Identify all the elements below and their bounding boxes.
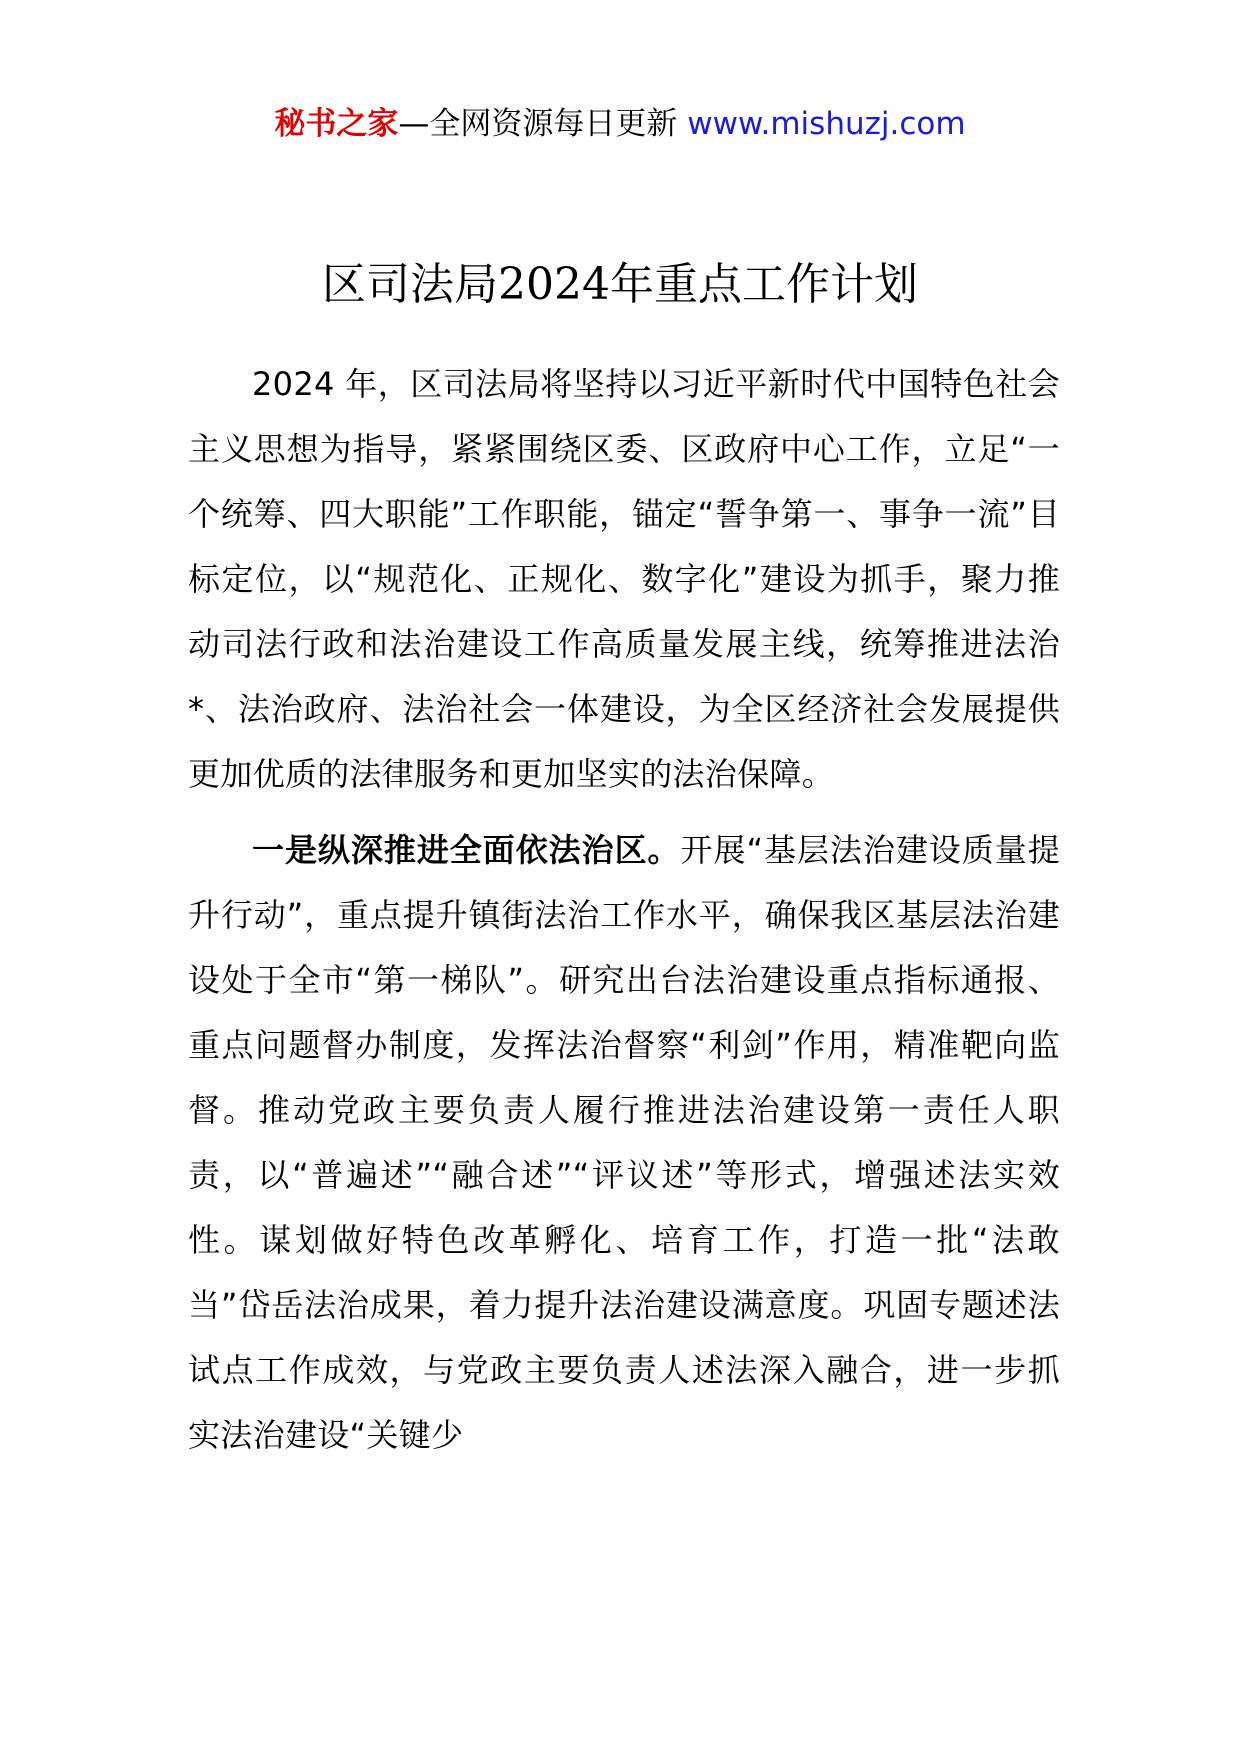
paragraph-lead: 一是纵深推进全面依法治区。 [252,831,681,869]
paragraph-text: 2024 年，区司法局将坚持以习近平新时代中国特色社会主义思想为指导，紧紧围绕区委、区政府中心工作，立足“一个统筹、四大职能”工作职能，锚定“誓争第一、事争一流”目标定位，以“规范化、正规化、数字化”建设为抓手，聚力推动司法行政和法治建设工作高质量发展主线，统筹推进法治*、法治政府、法治社会一体建设，为全区经济社会发展提供更加优质的法律服务和更加坚实的法治保障。 [188,365,1060,793]
banner-tagline: —全网资源每日更新 [398,106,688,142]
document-title [0,255,1240,315]
title-year: 2024 [498,259,610,310]
paragraph-intro [188,352,1060,807]
site-url-link[interactable]: www.mishuzj.com [687,106,966,142]
paragraph-item-1 [188,818,1060,1468]
title-suffix: 年重点工作计划 [609,259,918,310]
title-prefix: 区司法局 [322,259,498,310]
site-banner [0,98,1240,150]
document-body [188,352,1060,1468]
paragraph-text: 开展“基层法治建设质量提升行动”，重点提升镇街法治工作水平，确保我区基层法治建设处于全市“第一梯队”。研究出台法治建设重点指标通报、重点问题督办制度，发挥法治督察“利剑”作用，精准靶向监督。推动党政主要负责人履行推进法治建设第一责任人职责，以“普遍述”“融合述”“评议述”等形式，增强述法实效性。谋划做好特色改革孵化、培育工作，打造一批“法敢当”岱岳法治成果，着力提升法治建设满意度。巩固专题述法试点工作成效，与党政主要负责人述法深入融合，进一步抓实法治建设“关键少 [188,831,1061,1454]
brand-name: 秘书之家 [274,106,399,142]
